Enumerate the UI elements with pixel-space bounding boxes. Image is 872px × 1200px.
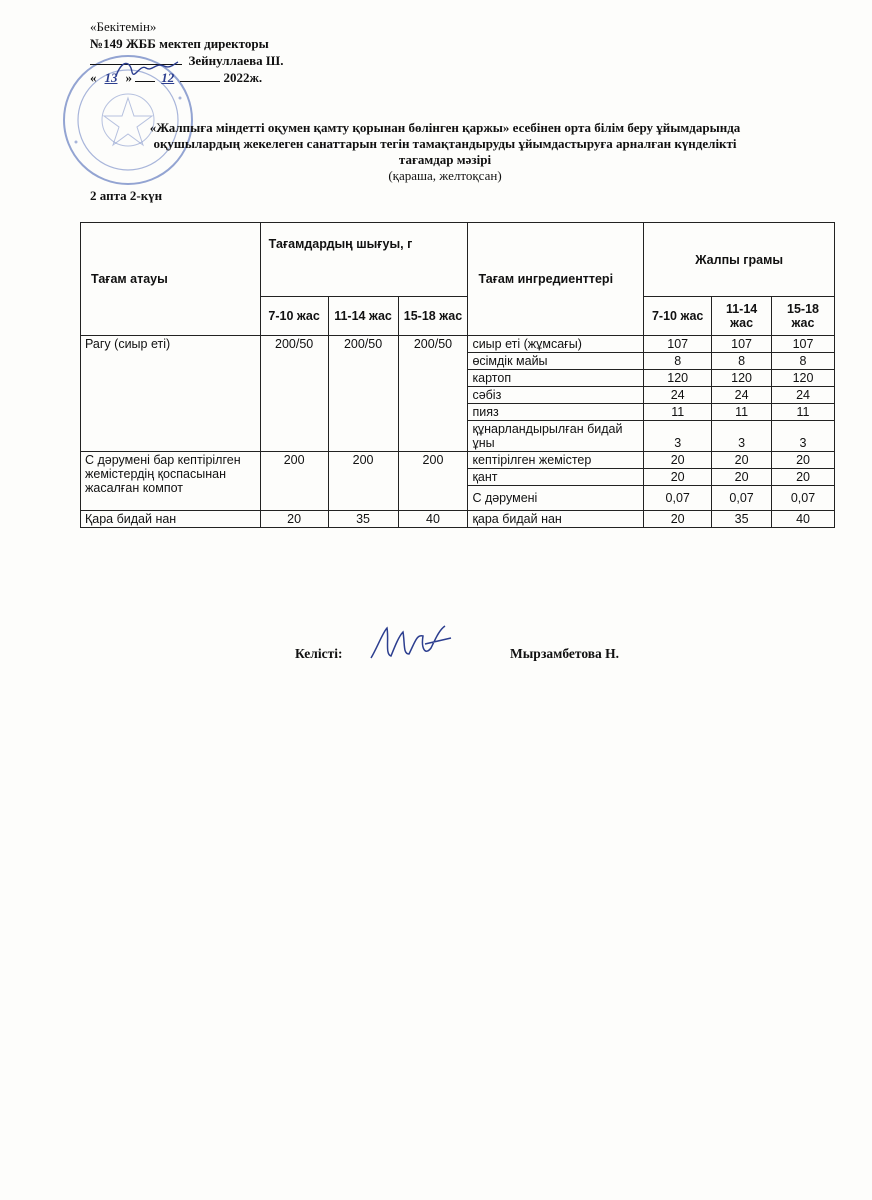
table-row [81,511,835,528]
grams-15-18: 24 [772,387,835,404]
ingredient-name: С дәрумені [468,486,644,511]
dish-name: Рагу (сиыр еті) [81,336,261,452]
ingredient-name: қара бидай нан [468,511,644,528]
grams-11-14: 3 [712,421,772,452]
grams-7-10: 0,07 [644,486,712,511]
grams-7-10: 3 [644,421,712,452]
portion-11-14: 200 [328,452,398,511]
grams-11-14: 120 [712,370,772,387]
portion-15-18: 200 [398,452,468,511]
ingredient-name: құнарландырылған бидай ұны [468,421,644,452]
table-row [81,452,835,469]
ingredient-name: сәбіз [468,387,644,404]
approval-position: №149 ЖББ мектеп директоры [90,36,269,51]
grams-15-18: 0,07 [772,486,835,511]
header-total-7-10: 7-10 жас [644,297,712,336]
approval-signer-name: Зейнуллаева Ш. [188,53,284,68]
grams-11-14: 0,07 [712,486,772,511]
ingredient-name: пияз [468,404,644,421]
portion-11-14: 35 [328,511,398,528]
grams-11-14: 8 [712,353,772,370]
approval-month: 12 [161,70,175,85]
grams-15-18: 20 [772,452,835,469]
grams-7-10: 120 [644,370,712,387]
title-line-3: тағамдар мәзірі [398,152,492,167]
dish-name: Қара бидай нан [81,511,261,528]
header-total-15-18: 15-18 жас [772,297,835,336]
grams-15-18: 107 [772,336,835,353]
grams-7-10: 20 [644,452,712,469]
dish-name: С дәрумені бар кептірілген жемістердің қоспасынан жасалған компот [81,452,261,511]
table-header-row [81,223,835,297]
grams-15-18: 120 [772,370,835,387]
table-row [81,336,835,353]
document-title [70,120,820,184]
grams-15-18: 20 [772,469,835,486]
approval-heading: «Бекітемін» [90,19,157,34]
approval-date-line: « 13 » 12 2022ж. [90,70,263,85]
portion-11-14: 200/50 [328,336,398,452]
grams-15-18: 3 [772,421,835,452]
ingredient-name: сиыр еті (жұмсағы) [468,336,644,353]
grams-11-14: 20 [712,452,772,469]
ingredient-name: картоп [468,370,644,387]
portion-7-10: 200 [260,452,328,511]
portion-7-10: 20 [260,511,328,528]
portion-7-10: 200/50 [260,336,328,452]
week-day-label: 2 апта 2-күн [90,188,163,203]
header-ingredients: Тағам ингредиенттері [468,223,644,336]
header-dish-name: Тағам атауы [81,223,261,336]
signoff-label: Келісті: [295,646,343,661]
grams-15-18: 40 [772,511,835,528]
header-total-11-14: 11-14 жас [712,297,772,336]
grams-7-10: 11 [644,404,712,421]
director-signature [112,56,182,82]
header-total-grams: Жалпы грамы [644,223,835,297]
menu-table [80,222,835,528]
ingredient-name: қант [468,469,644,486]
grams-7-10: 107 [644,336,712,353]
grams-15-18: 8 [772,353,835,370]
grams-11-14: 20 [712,469,772,486]
grams-7-10: 24 [644,387,712,404]
title-line-1: «Жалпыға міндетті оқумен қамту қорынан бөлінген қаржы» есебінен орта білім беру ұйымдарында [149,120,741,135]
grams-7-10: 20 [644,511,712,528]
grams-11-14: 35 [712,511,772,528]
header-age-11-14: 11-14 жас [328,297,398,336]
approval-year: 2022ж. [223,70,263,85]
grams-15-18: 11 [772,404,835,421]
grams-11-14: 107 [712,336,772,353]
grams-11-14: 24 [712,387,772,404]
header-age-15-18: 15-18 жас [398,297,468,336]
grams-7-10: 20 [644,469,712,486]
portion-15-18: 200/50 [398,336,468,452]
ingredient-name: өсімдік майы [468,353,644,370]
header-age-7-10: 7-10 жас [260,297,328,336]
grams-11-14: 11 [712,404,772,421]
approval-day: 13 [104,70,118,85]
grams-7-10: 8 [644,353,712,370]
title-line-4: (қараша, желтоқсан) [388,168,502,183]
signer-name: Мырзамбетова Н. [510,646,620,661]
ingredient-name: кептірілген жемістер [468,452,644,469]
portion-15-18: 40 [398,511,468,528]
agreed-signature [365,618,455,668]
header-portion: Тағамдардың шығуы, г [260,223,468,297]
title-line-2: оқушылардың жекелеген санаттарын тегін тамақтандыруды ұйымдастыруға арналған күнделікті [153,136,737,151]
